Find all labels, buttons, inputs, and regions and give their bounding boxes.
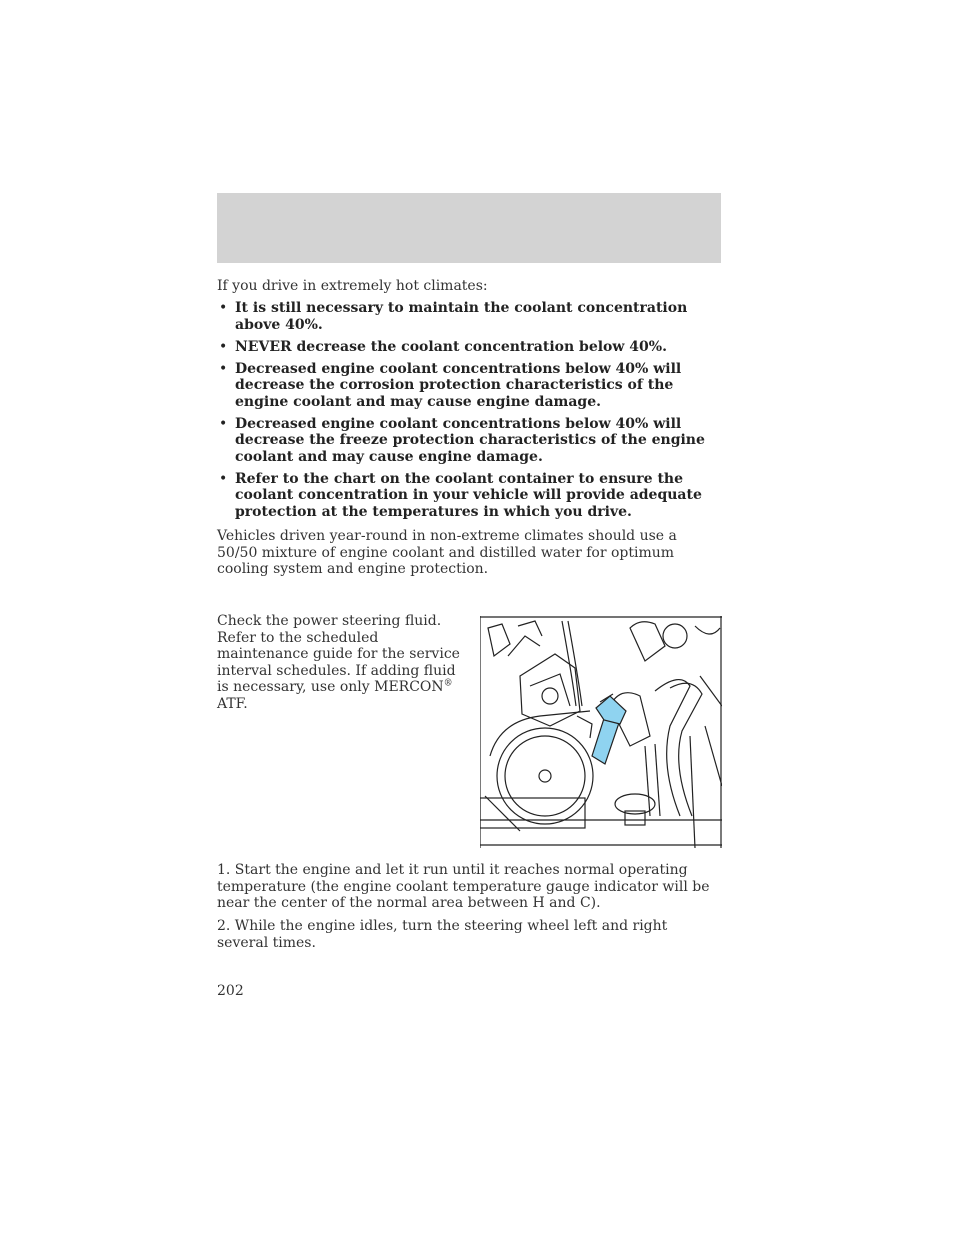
power-steering-reservoir-illustration [480,616,722,848]
bullet-icon: • [219,470,228,487]
bullet-icon: • [219,415,228,432]
coolant-mixture-paragraph: Vehicles driven year-round in non-extreme climates should use a 50/50 mixture of engine coolant and distilled water for optimum cooling system and engine protection. [217,528,677,577]
registered-mark: ® [443,678,453,689]
bullet-icon: • [219,300,228,316]
bullet-item: • It is still necessary to maintain the coolant concentration above 40%. [219,300,688,333]
step-2-text: 2. While the engine idles, turn the steering wheel left and right several times. [217,918,668,951]
power-steering-paragraph: Check the power steering fluid. Refer to the scheduled maintenance guide for the service interval schedules. If adding fluid is necessary, use only MERCON® ATF. [217,613,460,712]
hot-climate-bullet-list [217,300,721,526]
step-1-text: 1. Start the engine and let it run until it reaches normal operating temperature (the engine coolant temperature gauge indicator will be near the center of the normal area between H and C). [217,862,710,911]
page-number: 202 [217,983,244,999]
bullet-item: • Decreased engine coolant concentrations below 40% will decrease the freeze protection characteristics of the engine coolant and may cause engine damage. [219,415,705,465]
bullet-icon: • [219,338,228,355]
bullet-item: • NEVER decrease the coolant concentration below 40%. [219,338,667,355]
bullet-item: • Decreased engine coolant concentrations below 40% will decrease the corrosion protection characteristics of the engine coolant and may cause engine damage. [219,360,682,410]
bullet-item: • Refer to the chart on the coolant container to ensure the coolant concentration in your vehicle will provide adequate protection at the temperatures in which you drive. [219,470,702,520]
bullet-icon: • [219,360,228,377]
section-header-band [217,193,721,263]
intro-text: If you drive in extremely hot climates: [217,278,488,294]
